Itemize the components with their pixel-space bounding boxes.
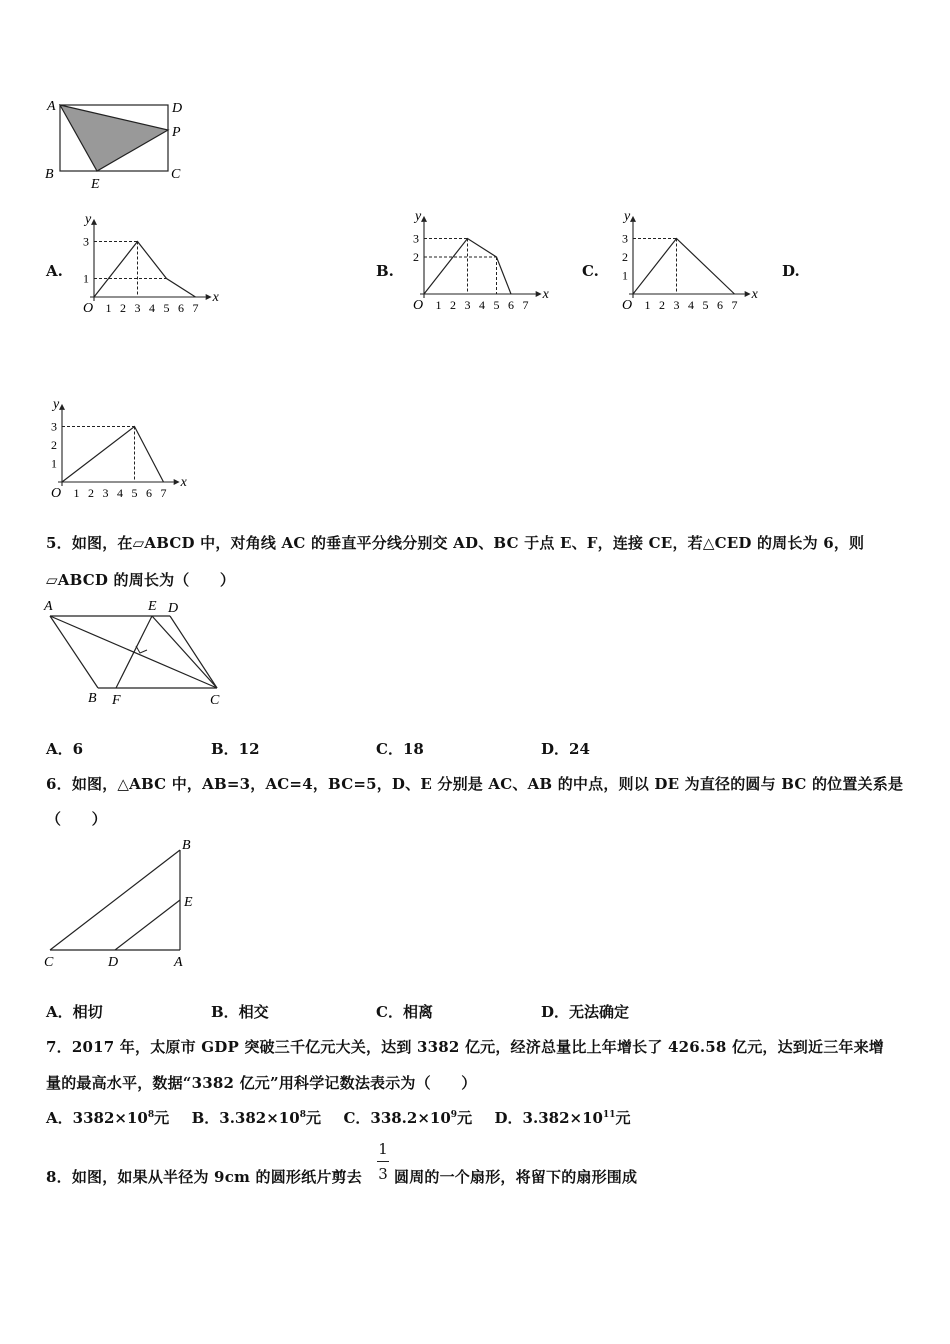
y-axis-label: y bbox=[415, 208, 422, 224]
y-tick-label: 3 bbox=[622, 231, 628, 246]
x-tick-label: 5 bbox=[493, 298, 500, 312]
label-c: C bbox=[171, 167, 181, 182]
label-c: C bbox=[210, 693, 220, 708]
origin-label: O bbox=[83, 301, 94, 316]
x-tick-label: 1 bbox=[73, 486, 80, 500]
q8-fraction-numerator: 1 bbox=[378, 1140, 388, 1158]
right-angle-mark bbox=[136, 646, 147, 653]
label-c: C bbox=[44, 955, 54, 970]
label-e: E bbox=[148, 599, 157, 614]
q7-option-a[interactable]: A．$3382\times 10^8$元 bbox=[46, 1109, 170, 1127]
x-tick-label: 4 bbox=[149, 301, 155, 315]
q6-option-c[interactable]: C．相离 bbox=[376, 1003, 433, 1021]
x-tick-label: 6 bbox=[146, 486, 152, 500]
label-e: E bbox=[184, 895, 193, 910]
label-d: D bbox=[172, 101, 183, 116]
graph-line bbox=[94, 242, 196, 298]
segment-ce bbox=[152, 616, 217, 688]
label-a: A bbox=[44, 599, 53, 614]
q4-graph-a bbox=[78, 211, 228, 316]
x-axis-arrow bbox=[536, 291, 542, 297]
origin-label: O bbox=[622, 298, 633, 313]
x-tick-label: 6 bbox=[508, 298, 514, 312]
x-tick-label: 2 bbox=[120, 301, 126, 315]
y-tick-label: 2 bbox=[413, 250, 419, 264]
q7-option-b[interactable]: B．$3.382\times 10^8$元 bbox=[191, 1109, 321, 1127]
x-tick-label: 1 bbox=[644, 298, 651, 312]
shaded-triangle-aep bbox=[60, 105, 168, 171]
q4-option-b[interactable]: B. bbox=[376, 262, 394, 280]
q8-stem-after: 圆周的一个扇形，将留下的扇形围成 bbox=[394, 1168, 638, 1186]
y-tick-label: 2 bbox=[622, 250, 628, 264]
graph-line bbox=[633, 239, 735, 295]
q6-triangle-figure bbox=[40, 834, 210, 974]
q5-stem-line1: 5．如图，在▱ABCD 中，对角线 AC 的垂直平分线分别交 AD、BC 于点 E、F，连接 CE，若△CED 的周长为 6，则 bbox=[46, 534, 865, 552]
q8-fraction-bar bbox=[377, 1161, 389, 1162]
q7-stem-line1: 7．2017 年，太原市 GDP 突破三千亿元大关，达到 3382 亿元，经济总量比上年增长了 426.58 亿元，达到近三年来增 bbox=[46, 1038, 884, 1056]
y-tick-label: 3 bbox=[413, 231, 419, 246]
origin-label: O bbox=[413, 298, 424, 313]
q4-option-d[interactable]: D. bbox=[782, 262, 800, 280]
x-tick-label: 1 bbox=[435, 298, 442, 312]
q7-option-c[interactable]: C．$338.2\times 10^9$元 bbox=[343, 1109, 473, 1127]
q6-option-b[interactable]: B．相交 bbox=[211, 1003, 269, 1021]
q7-stem-line2: 量的最高水平，数据“3382 亿元”用科学记数法表示为（ ） bbox=[46, 1074, 477, 1092]
q4-graph-c bbox=[617, 208, 767, 313]
x-tick-label: 2 bbox=[659, 298, 665, 312]
label-a: A bbox=[47, 99, 56, 114]
y-axis-arrow bbox=[630, 216, 636, 222]
graph-line bbox=[62, 427, 164, 483]
segment-de bbox=[115, 900, 180, 950]
y-tick-label: 3 bbox=[51, 419, 57, 434]
q6-option-a[interactable]: A．相切 bbox=[46, 1003, 103, 1021]
x-tick-label: 7 bbox=[731, 298, 738, 312]
label-a: A bbox=[174, 955, 183, 970]
label-f: F bbox=[112, 693, 121, 708]
x-axis-label: x bbox=[751, 287, 758, 302]
label-d: D bbox=[108, 955, 119, 970]
y-tick-label: 3 bbox=[83, 234, 89, 249]
q4-rectangle-figure bbox=[42, 98, 192, 192]
x-tick-label: 7 bbox=[522, 298, 529, 312]
q5-parallelogram-figure bbox=[42, 598, 232, 708]
q4-option-c[interactable]: C. bbox=[582, 262, 599, 280]
x-tick-label: 4 bbox=[479, 298, 485, 312]
x-tick-label: 4 bbox=[688, 298, 694, 312]
x-tick-label: 7 bbox=[192, 301, 199, 315]
x-tick-label: 2 bbox=[450, 298, 456, 312]
label-p: P bbox=[172, 125, 181, 140]
x-tick-label: 7 bbox=[160, 486, 167, 500]
q8-stem-before: 8．如图，如果从半径为 9cm 的圆形纸片剪去 bbox=[46, 1168, 362, 1186]
label-b: B bbox=[88, 691, 97, 706]
y-axis-arrow bbox=[91, 219, 97, 225]
y-axis-arrow bbox=[59, 404, 65, 410]
y-axis-label: y bbox=[85, 211, 92, 227]
x-axis-label: x bbox=[212, 290, 219, 305]
q5-option-b[interactable]: B．12 bbox=[211, 740, 260, 758]
y-axis-label: y bbox=[53, 396, 60, 412]
q5-option-c[interactable]: C．18 bbox=[376, 740, 424, 758]
x-axis-label: x bbox=[542, 287, 549, 302]
label-d: D bbox=[168, 601, 179, 616]
q4-option-a[interactable]: A. bbox=[46, 262, 63, 280]
line-ef bbox=[116, 616, 152, 688]
label-e: E bbox=[91, 177, 100, 192]
y-axis-label: y bbox=[624, 208, 631, 224]
q7-option-d[interactable]: D．$3.382\times 10^{11}$元 bbox=[494, 1109, 631, 1127]
y-axis-arrow bbox=[421, 216, 427, 222]
q6-stem-line2: （ ） bbox=[46, 810, 107, 828]
q6-stem-line1: 6．如图，△ABC 中，AB=3，AC=4，BC=5，D、E 分别是 AC、AB 的中点，则以 DE 为直径的圆与 BC 的位置关系是 bbox=[46, 775, 904, 793]
x-tick-label: 5 bbox=[163, 301, 170, 315]
x-tick-label: 3 bbox=[673, 298, 680, 312]
x-tick-label: 3 bbox=[102, 486, 109, 500]
q4-graph-d bbox=[46, 396, 196, 501]
x-tick-label: 1 bbox=[105, 301, 112, 315]
q7-options-row bbox=[46, 1107, 631, 1128]
x-axis-arrow bbox=[174, 479, 180, 485]
x-tick-label: 5 bbox=[702, 298, 709, 312]
q4-graph-b bbox=[408, 208, 558, 313]
y-tick-label: 1 bbox=[622, 268, 628, 283]
x-axis-arrow bbox=[206, 294, 212, 300]
x-tick-label: 2 bbox=[88, 486, 94, 500]
label-b: B bbox=[182, 838, 191, 853]
origin-label: O bbox=[51, 486, 62, 501]
q5-option-a[interactable]: A．6 bbox=[46, 740, 84, 758]
x-tick-label: 4 bbox=[117, 486, 123, 500]
x-axis-label: x bbox=[180, 475, 187, 490]
q6-option-d[interactable]: D．无法确定 bbox=[541, 1003, 630, 1021]
x-tick-label: 6 bbox=[717, 298, 723, 312]
q8-fraction-denominator: 3 bbox=[378, 1165, 388, 1183]
x-tick-label: 6 bbox=[178, 301, 184, 315]
q5-stem-line2: ▱ABCD 的周长为（ ） bbox=[46, 571, 236, 589]
x-tick-label: 3 bbox=[134, 301, 141, 315]
x-tick-label: 5 bbox=[131, 486, 138, 500]
y-tick-label: 1 bbox=[83, 271, 89, 286]
x-tick-label: 3 bbox=[464, 298, 471, 312]
y-tick-label: 2 bbox=[51, 438, 57, 452]
y-tick-label: 1 bbox=[51, 456, 57, 471]
q5-option-d[interactable]: D．24 bbox=[541, 740, 590, 758]
x-axis-arrow bbox=[745, 291, 751, 297]
label-b: B bbox=[45, 167, 54, 182]
